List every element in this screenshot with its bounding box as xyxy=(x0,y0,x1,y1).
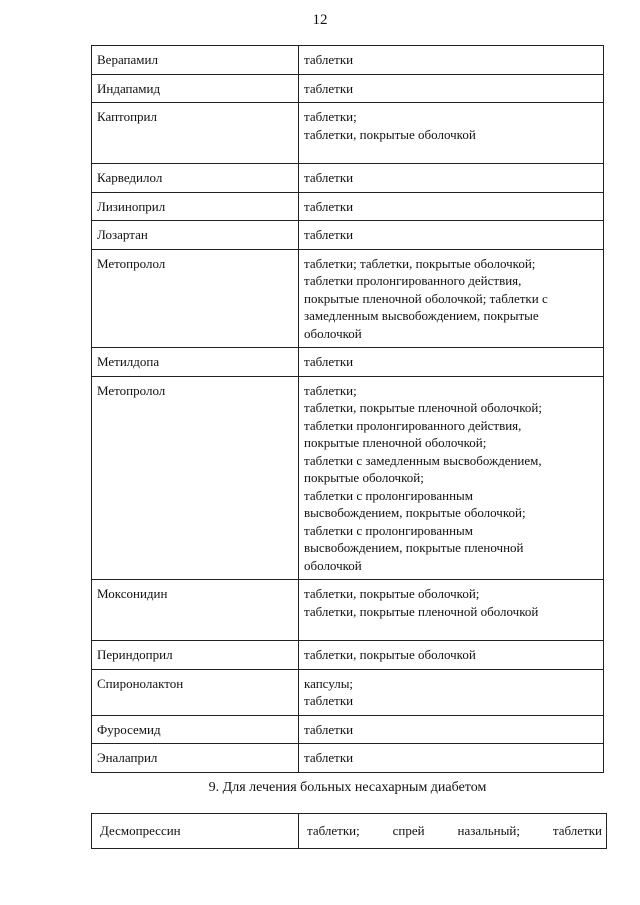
drug-form-line: таблетки, покрытые оболочкой xyxy=(304,647,476,662)
drug-forms xyxy=(299,669,604,715)
drug-forms xyxy=(299,249,604,348)
drug-form-line: капсулы; xyxy=(304,675,354,691)
table-row xyxy=(92,376,604,580)
drug-name: Каптоприл xyxy=(92,103,299,164)
drug-form-word: таблетки; xyxy=(307,823,360,838)
drug-form-line: таблетки; xyxy=(304,382,357,398)
drug-name: Спиронолактон xyxy=(92,669,299,715)
drug-forms xyxy=(299,744,604,773)
table-row xyxy=(92,249,604,348)
drug-form-word: назальный; xyxy=(457,823,520,838)
table-row xyxy=(92,744,604,773)
drug-forms xyxy=(299,164,604,193)
drug-name: Лозартан xyxy=(92,221,299,250)
drug-form-line: замедленным высвобождением, покрытые xyxy=(304,308,539,323)
drug-name: Верапамил xyxy=(92,46,299,75)
drug-name: Десмопрессин xyxy=(92,814,299,849)
drug-form-line: таблетки, покрытые оболочкой xyxy=(304,126,476,142)
table-row xyxy=(92,103,604,164)
drug-name: Моксонидин xyxy=(92,580,299,641)
drug-forms xyxy=(299,192,604,221)
drug-form-line: оболочкой xyxy=(304,325,362,341)
drug-form-line: таблетки xyxy=(304,170,354,185)
drug-form-line: таблетки xyxy=(304,750,354,765)
drug-form-line: оболочкой xyxy=(304,557,362,573)
drug-form-line: таблетки с пролонгированным xyxy=(304,522,474,538)
drug-form-line: таблетки пролонгированного действия, xyxy=(304,273,522,288)
drug-forms xyxy=(299,715,604,744)
drug-name: Эналаприл xyxy=(92,744,299,773)
table-row xyxy=(92,641,604,670)
table-row xyxy=(92,348,604,377)
drug-name: Метопролол xyxy=(92,249,299,348)
drug-name: Индапамид xyxy=(92,74,299,103)
drug-forms xyxy=(299,376,604,580)
drug-form-line: высвобождением, покрытые пленочной xyxy=(304,540,524,555)
drug-forms xyxy=(299,46,604,75)
drug-form-line: таблетки xyxy=(304,227,354,242)
table-row xyxy=(92,164,604,193)
drug-form-line: высвобождением, покрытые оболочкой; xyxy=(304,505,526,520)
drug-form-line: таблетки с пролонгированным xyxy=(304,487,474,503)
table-row xyxy=(92,814,607,849)
table-row xyxy=(92,221,604,250)
table-row xyxy=(92,46,604,75)
drug-forms xyxy=(299,580,604,641)
drug-forms xyxy=(299,348,604,377)
table-row xyxy=(92,669,604,715)
drug-name: Лизиноприл xyxy=(92,192,299,221)
drug-form-line: таблетки, покрытые пленочной оболочкой xyxy=(304,603,539,619)
table-row xyxy=(92,580,604,641)
drug-form-line: таблетки; таблетки, покрытые оболочкой; xyxy=(304,255,536,271)
drug-form-line: таблетки xyxy=(304,721,354,737)
drug-table xyxy=(91,45,604,773)
drug-form-line: таблетки xyxy=(304,198,354,214)
drug-name: Карведилол xyxy=(92,164,299,193)
drug-form-line: покрытые оболочкой; xyxy=(304,470,424,485)
drug-form-line: таблетки, покрытые пленочной оболочкой; xyxy=(304,400,542,415)
drug-form-line: таблетки xyxy=(304,52,354,67)
table-row xyxy=(92,74,604,103)
drug-name: Метопролол xyxy=(92,376,299,580)
drug-forms xyxy=(299,814,607,849)
diabetes-drug-table xyxy=(91,813,607,849)
drug-forms xyxy=(299,103,604,164)
drug-form-line: таблетки, покрытые оболочкой; xyxy=(304,586,480,601)
drug-forms xyxy=(299,74,604,103)
drug-forms xyxy=(299,641,604,670)
drug-name: Метилдопа xyxy=(92,348,299,377)
drug-form-line: таблетки с замедленным высвобождением, xyxy=(304,452,542,468)
drug-form-word: таблетки xyxy=(552,823,602,838)
drug-form-line: таблетки xyxy=(304,80,354,96)
table-row xyxy=(92,715,604,744)
drug-form-line: таблетки; xyxy=(304,109,357,124)
table-row xyxy=(92,192,604,221)
drug-form-line: таблетки xyxy=(304,354,354,369)
drug-name: Фуросемид xyxy=(92,715,299,744)
drug-form-line: таблетки xyxy=(304,693,354,708)
drug-form-line: покрытые пленочной оболочкой; xyxy=(304,435,487,450)
drug-form-word: спрей xyxy=(392,823,425,838)
section-heading: 9. Для лечения больных несахарным диабетом xyxy=(208,780,487,795)
drug-form-line: покрытые пленочной оболочкой; таблетки с xyxy=(304,290,548,306)
page-number: 12 xyxy=(312,12,328,28)
drug-forms xyxy=(299,221,604,250)
drug-name: Периндоприл xyxy=(92,641,299,670)
drug-form-line: таблетки пролонгированного действия, xyxy=(304,417,522,433)
